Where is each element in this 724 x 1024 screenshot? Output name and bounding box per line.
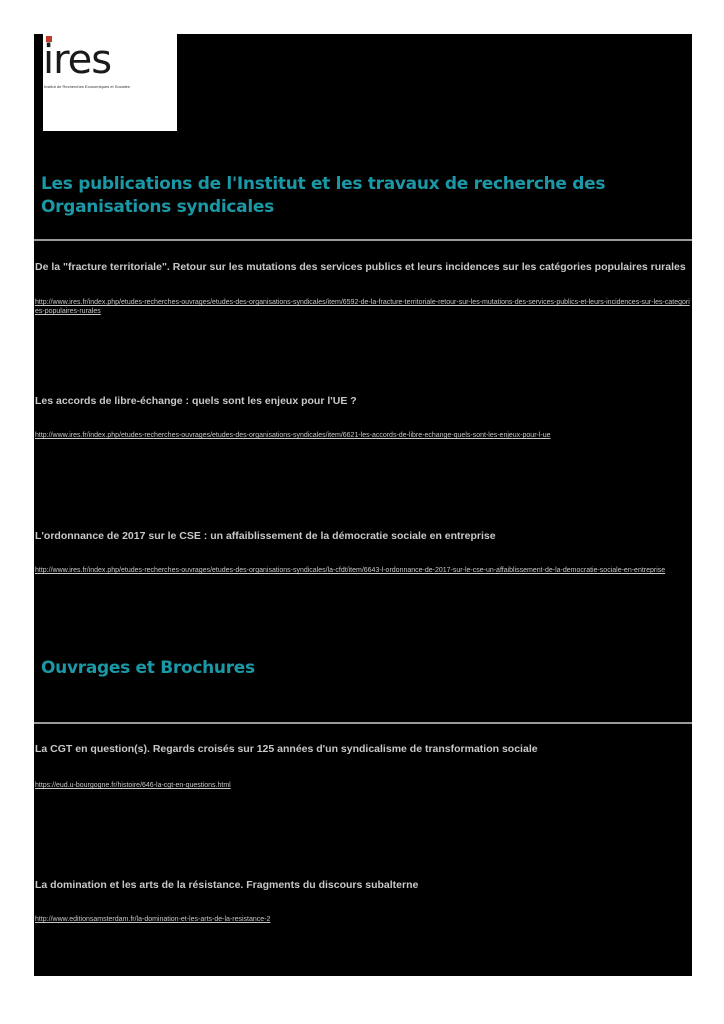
publication-title: Les accords de libre-échange : quels sont les enjeux pour l'UE ? xyxy=(35,395,357,407)
publication-link[interactable]: https://eud.u-bourgogne.fr/histoire/646-la-cgt-en-questions.html xyxy=(35,782,231,789)
publication-link[interactable]: http://www.ires.fr/index.php/etudes-recherches-ouvrages/etudes-des-organisations-syndicales/item/6621-les-accords-de-libre-echange-quels-sont-les-enjeux-pour-l-ue xyxy=(35,432,551,439)
section-title-publications: Les publications de l'Institut et les travaux de recherche des Organisations syndicales xyxy=(41,174,606,217)
publication-title: De la "fracture territoriale". Retour sur les mutations des services publics et leurs incidences sur les catégories populaires rurales xyxy=(35,261,686,273)
logo-tagline: Institut de Recherches Economiques et Sociales xyxy=(44,84,130,89)
section-divider xyxy=(34,722,692,724)
publication-title: L'ordonnance de 2017 sur le CSE : un affaiblissement de la démocratie sociale en entreprise xyxy=(35,530,496,542)
publication-title: La CGT en question(s). Regards croisés sur 125 années d'un syndicalisme de transformation sociale xyxy=(35,743,538,755)
publication-link[interactable]: http://www.editionsamsterdam.fr/la-domination-et-les-arts-de-la-resistance-2 xyxy=(35,916,271,923)
section-title-ouvrages: Ouvrages et Brochures xyxy=(41,658,255,678)
ires-logo xyxy=(43,34,177,131)
logo-wordmark: ires xyxy=(43,37,112,83)
newsletter-page xyxy=(34,34,692,976)
publication-link[interactable]: http://www.ires.fr/index.php/etudes-recherches-ouvrages/etudes-des-organisations-syndicales/item/6592-de-la-fracture-territoriale-retour-sur-les-mutations-des-services-publics-et-leurs-incidences-sur-les-categories-populaires-rurales xyxy=(35,299,690,315)
publication-title: La domination et les arts de la résistance. Fragments du discours subalterne xyxy=(35,879,419,891)
section-divider xyxy=(34,239,692,241)
publication-link[interactable]: http://www.ires.fr/index.php/etudes-recherches-ouvrages/etudes-des-organisations-syndicales/la-cfdt/item/6643-l-ordonnance-de-2017-sur-le-cse-un-affaiblissement-de-la-democratie-sociale-en-entreprise xyxy=(35,567,666,574)
